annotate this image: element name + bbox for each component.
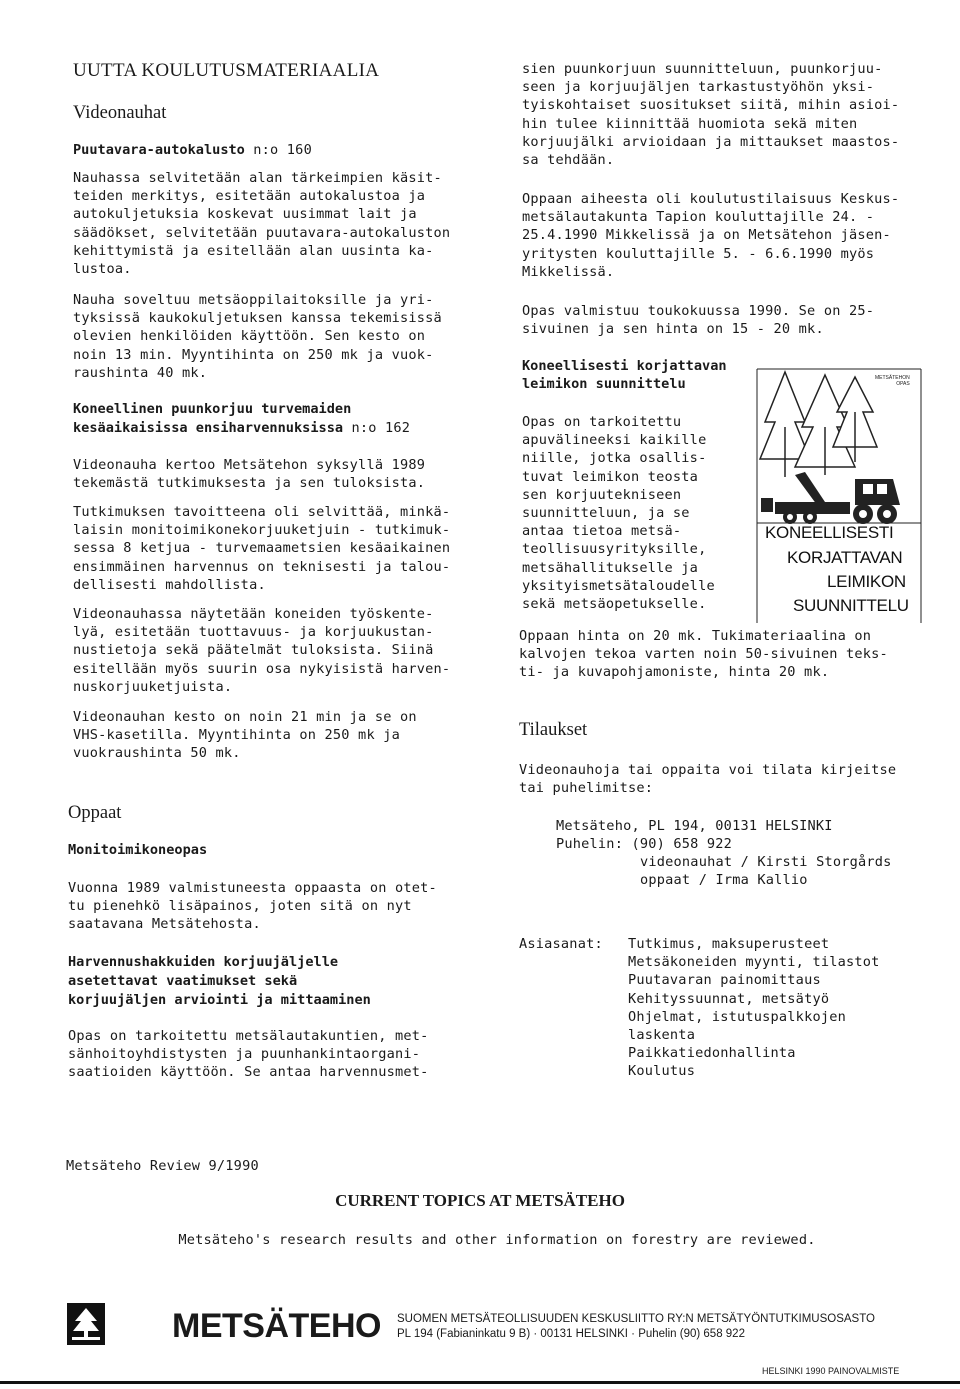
video-2-number: n:o 162: [343, 420, 411, 436]
video-2-title-line-1: Koneellinen puunkorjuu turvemaiden: [73, 401, 352, 417]
metsateho-logo-icon: [67, 1303, 105, 1345]
guide-cover-illustration: [755, 367, 922, 623]
address-line-1: Metsäteho, PL 194, 00131 HELSINKI: [556, 818, 833, 834]
video-1-number: n:o 160: [244, 142, 312, 158]
video-1-title-text: Puutavara-autokalusto: [73, 142, 245, 158]
guide-2-paragraph-1-continued: sien puunkorjuun suunnitteluun, puunkorjuu- seen ja korjuujäljen tarkastustyöhön yksi- tyiskohtaiset suositukset siitä, mihin asioi- hin tulee kiinnittää huomiota sekä miten korjuujälki arvioidaan ja mittaukset maastos- sa tehdään.: [522, 61, 900, 169]
guide-2-title-line-2: asetettavat vaatimukset sekä: [68, 973, 298, 989]
guides-heading: Oppaat: [68, 803, 122, 823]
cover-small-text-1: METSÄTEHON: [875, 375, 910, 381]
keyword-item: Tutkimus, maksuperusteet: [628, 936, 830, 952]
video-2-paragraph-4: Videonauhan kesto on noin 21 min ja se on VHS-kasetilla. Myyntihinta on 250 mk ja vuokraushinta 50 mk.: [73, 709, 417, 762]
printer-note: HELSINKI 1990 PAINOVALMISTE: [762, 1366, 900, 1376]
address-line-4: oppaat / Irma Kallio: [640, 872, 808, 888]
keyword-item: Ohjelmat, istutuspalkkojen: [628, 1008, 846, 1025]
video-2-paragraph-2: Tutkimuksen tavoitteena oli selvittää, minkä- laisin monitoimikonekorjuuketjuin - tutkimuk- sessa 8 ketjua - turvemaametsien kesäaikainen ensimmäinen harvennus on teknisesti ja talou- dellisesti mahdollista.: [73, 504, 451, 593]
guide-2-paragraph-1: Opas on tarkoitettu metsälautakuntien, met- sänhoitoyhdistysten ja puunhankintaorgani- saatioiden käyttöön. Se antaa harvennusmet-: [68, 1028, 429, 1081]
cover-label-3: LEIMIKON: [827, 572, 906, 591]
video-2-title-line-2: [73, 419, 410, 437]
guide-2-title-line-1: Harvennushakkuiden korjuujäljelle: [68, 954, 339, 970]
keyword-item: Kehityssuunnat, metsätyö: [628, 990, 830, 1007]
guide-3-paragraph-2: Oppaan hinta on 20 mk. Tukimateriaalina on kalvojen tekoa varten noin 50-sivuinen teks- ti- ja kuvapohjamoniste, hinta 20 mk.: [519, 628, 888, 681]
address-line-3: videonauhat / Kirsti Storgårds: [640, 854, 892, 870]
address-line-2: Puhelin: (90) 658 922: [556, 836, 733, 852]
keyword-item: Metsäkoneiden myynti, tilastot: [628, 954, 880, 971]
keyword-item: Koulutus: [628, 1063, 696, 1080]
brand-wordmark: METSÄTEHO: [172, 1307, 381, 1345]
guide-1-title: Monitoimikoneopas: [68, 842, 208, 858]
guide-2-paragraph-3: Opas valmistuu toukokuussa 1990. Se on 25- sivuinen ja sen hinta on 15 - 20 mk.: [522, 303, 875, 338]
review-issue: Metsäteho Review 9/1990: [66, 1158, 259, 1174]
cover-label-1: KONEELLISESTI: [765, 523, 894, 542]
video-1-paragraph-2: Nauha soveltuu metsäoppilaitoksille ja yri- tyksissä kaukokuljetuksen kanssa tekemisissä olevien henkilöiden käyttöön. Sen kesto on noin 13 min. Myyntihinta on 250 mk ja vuok- raushinta 40 mk.: [73, 292, 442, 381]
keyword-item: Paikkatiedonhallinta: [628, 1045, 796, 1062]
keywords-label: Asiasanat:: [519, 936, 603, 952]
organization-info: [397, 1312, 875, 1342]
organization-line-2: PL 194 (Fabianinkatu 9 B) · 00131 HELSINKI · Puhelin (90) 658 922: [397, 1328, 745, 1340]
logo-tree-icon: [67, 1303, 105, 1345]
current-topics-heading: CURRENT TOPICS AT METSÄTEHO: [335, 1191, 625, 1210]
keywords-list: [628, 935, 880, 1081]
footer-rule: [0, 1381, 960, 1384]
organization-line-1: SUOMEN METSÄTEOLLISUUDEN KESKUSLIITTO RY:N METSÄTYÖNTUTKIMUSOSASTO: [397, 1313, 875, 1325]
cover-label-4: SUUNNITTELU: [793, 596, 909, 615]
video-2-paragraph-3: Videonauhassa näytetään koneiden työskente- lyä, esitetään tuottavuus- ja korjuukustan- nustietoja sekä päätelmät tuloksista. Siinä esitellään myös suurin osa nykyisistä harven- nuskorjuuketjuista.: [73, 606, 451, 695]
cover-small-text: [875, 375, 910, 387]
main-heading: UUTTA KOULUTUSMATERIAALIA: [73, 60, 380, 81]
keyword-item: laskenta: [628, 1027, 696, 1044]
videos-heading: Videonauhat: [73, 103, 167, 123]
cover-small-text-2: OPAS: [896, 381, 910, 387]
cover-label-2: KORJATTAVAN: [787, 548, 903, 567]
video-1-title: [73, 141, 312, 159]
keyword-item: Puutavaran painomittaus: [628, 972, 821, 989]
guide-3-title-line-2: leimikon suunnittelu: [522, 376, 686, 392]
video-1-paragraph-1: Nauhassa selvitetään alan tärkeimpien käsit- teiden merkitys, esitetään autokalustoa ja autokuljetuksia koskevat uusimmat lait ja säädökset, selvitetään puutavara-autokaluston kehittymistä ja esitellään alan uusinta ka- lustoa.: [73, 170, 451, 278]
guide-1-paragraph-1: Vuonna 1989 valmistuneesta oppaasta on otet- tu pienehkö lisäpainos, joten sitä on nyt saatavana Metsätehosta.: [68, 880, 437, 933]
guide-2-paragraph-2: Oppaan aiheesta oli koulutustilaisuus Keskus- metsälautakunta Tapion kouluttajille 24. - 25.4.1990 Mikkelissä ja on Metsätehon jäsen- yritysten kouluttajille 5. - 6.6.1990 myös Mikkelissä.: [522, 191, 900, 280]
guide-3-title-line-1: Koneellisesti korjattavan: [522, 358, 727, 374]
orders-paragraph: Videonauhoja tai oppaita voi tilata kirjeitse tai puhelimitse:: [519, 762, 897, 797]
guide-2-title-line-3: korjuujäljen arviointi ja mittaaminen: [68, 992, 371, 1008]
summary-line: Metsäteho's research results and other information on forestry are reviewed.: [178, 1232, 816, 1248]
guide-3-paragraph-1: Opas on tarkoitettu apuvälineeksi kaikille niille, jotka osallis- tuvat leimikon teosta sen korjuutekniseen suunnitteluun, ja se antaa tietoa metsä- teollisuusyrityksille, metsähallitukselle ja yksityismetsätaloudelle sekä metsäopetukselle.: [522, 414, 715, 613]
video-2-title-text: kesäaikaisissa ensiharvennuksissa: [73, 420, 344, 436]
video-2-paragraph-1: Videonauha kertoo Metsätehon syksyllä 1989 tekemästä tutkimuksesta ja sen tuloksista.: [73, 457, 426, 492]
orders-heading: Tilaukset: [519, 720, 588, 740]
